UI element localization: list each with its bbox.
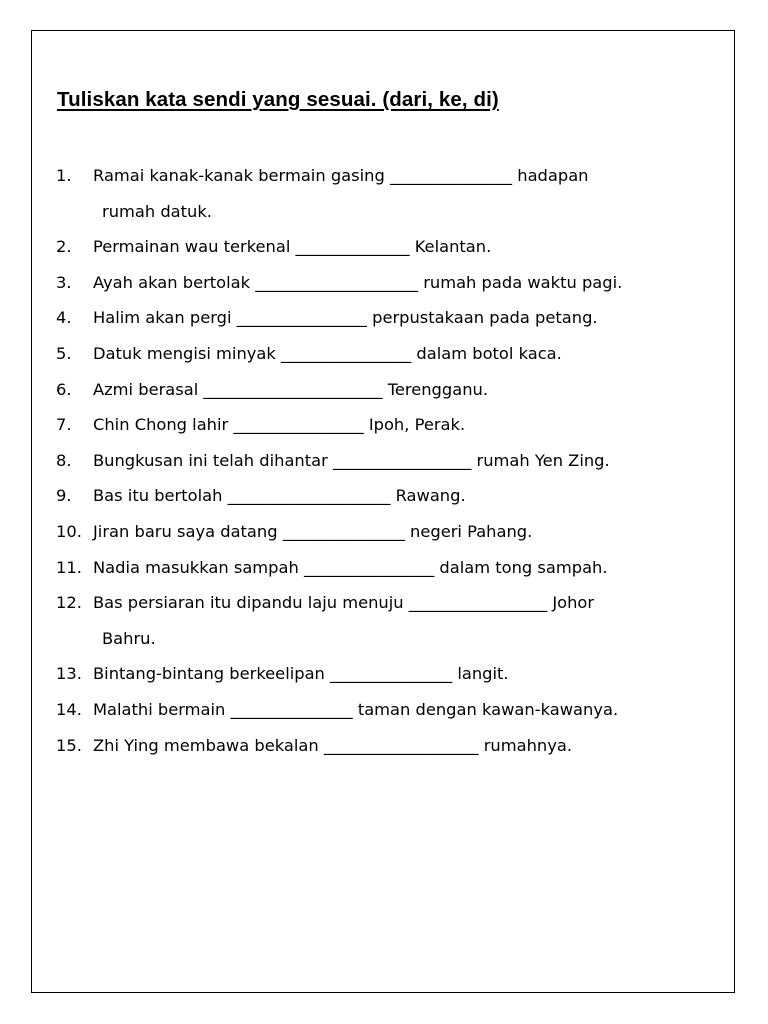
question-number: 2. bbox=[56, 237, 72, 257]
question-item bbox=[56, 340, 726, 376]
question-text: Chin Chong lahir ________________ Ipoh, Perak. bbox=[93, 415, 466, 435]
question-item bbox=[56, 554, 726, 590]
question-number: 13. bbox=[56, 664, 82, 684]
question-item bbox=[56, 518, 726, 554]
question-number: 11. bbox=[56, 557, 82, 577]
question-item bbox=[56, 696, 726, 732]
question-text: Permainan wau terkenal ______________ Kelantan. bbox=[93, 237, 492, 257]
question-text: Jiran baru saya datang _______________ negeri Pahang. bbox=[93, 521, 533, 541]
question-continuation bbox=[56, 198, 726, 234]
question-item bbox=[56, 732, 726, 768]
question-number: 3. bbox=[56, 272, 72, 292]
question-number: 14. bbox=[56, 699, 82, 719]
question-number: 10. bbox=[56, 521, 82, 541]
question-number: 4. bbox=[56, 308, 72, 328]
question-number: 9. bbox=[56, 486, 72, 506]
question-item bbox=[56, 304, 726, 340]
question-number: 8. bbox=[56, 450, 72, 470]
question-text-continuation: rumah datuk. bbox=[102, 201, 212, 221]
question-text: Azmi berasal ______________________ Terengganu. bbox=[93, 379, 489, 399]
question-item bbox=[56, 233, 726, 269]
question-item bbox=[56, 660, 726, 696]
worksheet-title: Tuliskan kata sendi yang sesuai. (dari, ke, di) bbox=[57, 88, 499, 111]
question-number: 6. bbox=[56, 379, 72, 399]
question-text: Bintang-bintang berkeelipan _______________ langit. bbox=[93, 664, 509, 684]
question-continuation bbox=[56, 625, 726, 661]
question-text-continuation: Bahru. bbox=[102, 628, 156, 648]
question-text: Zhi Ying membawa bekalan ___________________ rumahnya. bbox=[93, 735, 572, 755]
question-text: Datuk mengisi minyak ________________ dalam botol kaca. bbox=[93, 343, 562, 363]
question-text: Bas persiaran itu dipandu laju menuju _________________ Johor bbox=[93, 593, 595, 613]
question-text: Bungkusan ini telah dihantar _________________ rumah Yen Zing. bbox=[93, 450, 610, 470]
question-text: Ayah akan bertolak ____________________ rumah pada waktu pagi. bbox=[93, 272, 623, 292]
question-item bbox=[56, 482, 726, 518]
question-number: 12. bbox=[56, 593, 82, 613]
question-text: Malathi bermain _______________ taman dengan kawan-kawanya. bbox=[93, 699, 619, 719]
question-text: Ramai kanak-kanak bermain gasing _______________ hadapan bbox=[93, 166, 589, 185]
question-text: Bas itu bertolah ____________________ Rawang. bbox=[93, 486, 466, 506]
question-number: 1. bbox=[56, 166, 72, 185]
question-item bbox=[56, 589, 726, 625]
question-list bbox=[56, 162, 726, 767]
question-item bbox=[56, 411, 726, 447]
question-item bbox=[56, 447, 726, 483]
question-number: 7. bbox=[56, 415, 72, 435]
question-text: Nadia masukkan sampah ________________ dalam tong sampah. bbox=[93, 557, 608, 577]
question-item bbox=[56, 269, 726, 305]
question-number: 5. bbox=[56, 343, 72, 363]
question-text: Halim akan pergi ________________ perpustakaan pada petang. bbox=[93, 308, 598, 328]
question-item bbox=[56, 162, 726, 198]
question-item bbox=[56, 376, 726, 412]
question-number: 15. bbox=[56, 735, 82, 755]
